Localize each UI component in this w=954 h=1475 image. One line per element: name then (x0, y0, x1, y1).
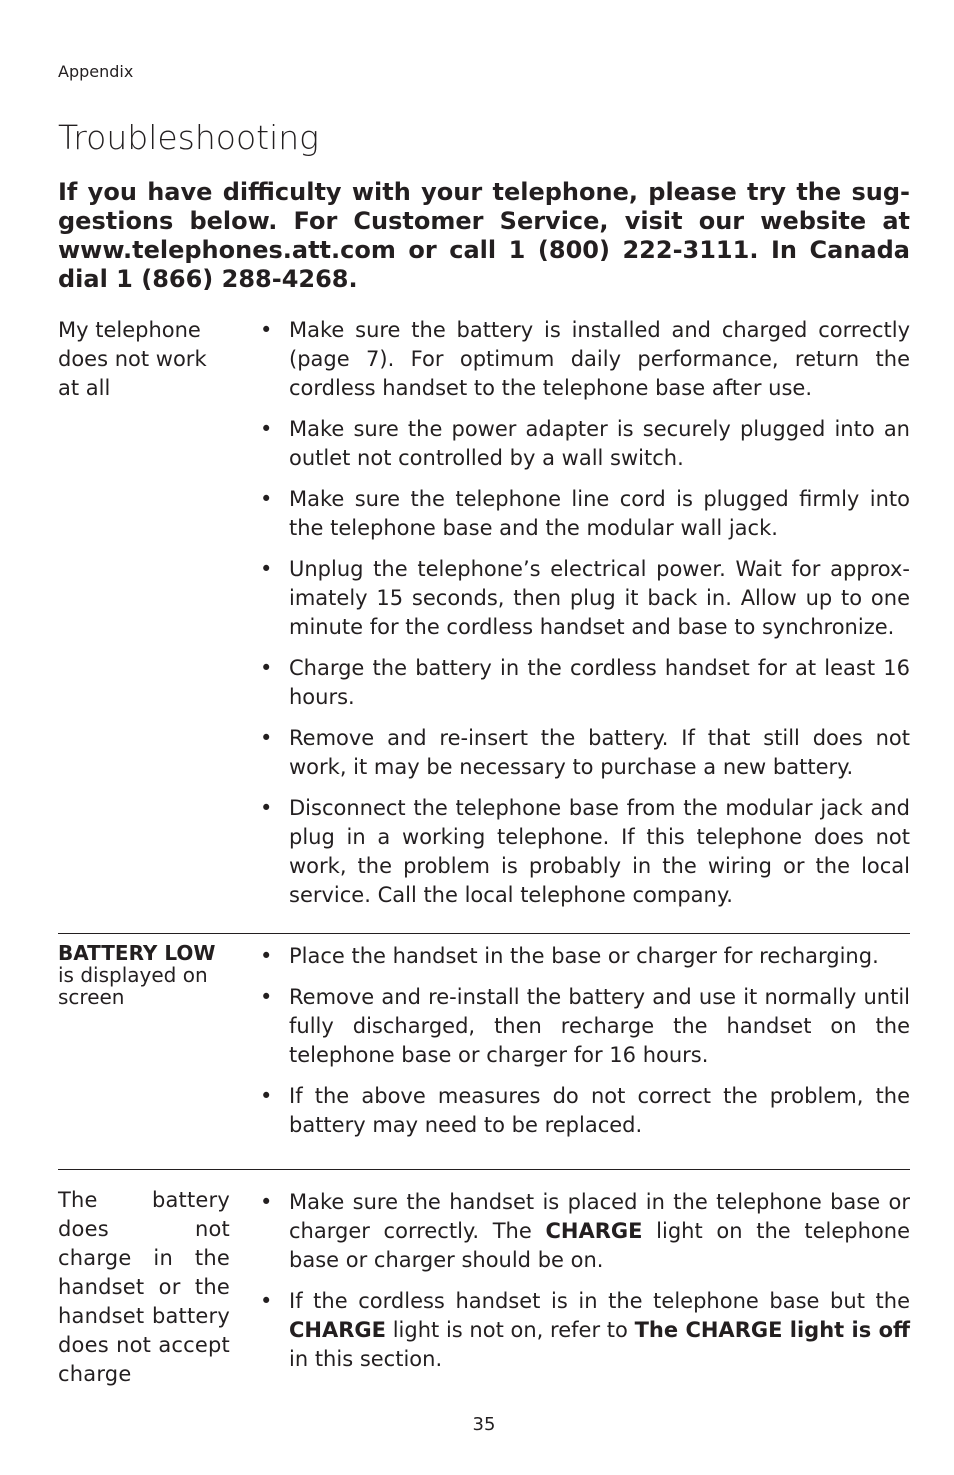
solution-item: • Make sure the handset is placed in the telephone base or charger correctly. The CHARGE light on the telephone base or charger should be on. (260, 1188, 910, 1275)
divider (58, 933, 910, 934)
solution-item: • Disconnect the telephone base from the modular jack and plug in a working telephone. If this telephone does not work, the problem is probably in the wiring or the local service. Call the local telephone company. (260, 794, 910, 910)
charge-keyword: CHARGE (545, 1219, 643, 1243)
problem-label (58, 942, 230, 1008)
solution-item: • If the above measures do not correct the problem, the battery may need to be replaced. (260, 1082, 910, 1140)
page-number: 35 (472, 1414, 496, 1435)
solution-item: • Charge the battery in the cordless handset for at least 16 hours. (260, 654, 910, 712)
charge-keyword: CHARGE (289, 1318, 386, 1342)
intro-paragraph: If you have difficulty with your telephone, please try the suggestions below. For Customer Service, visit our website at www.telephones.att.com or call 1 (800) 222-3111. In Canada dial 1 (866) 288-4268. (58, 178, 910, 293)
problem-label-rest: is displayed on screen (58, 963, 208, 1009)
divider (58, 1169, 910, 1170)
cross-reference: The CHARGE light is off (634, 1318, 911, 1342)
solution-item: • Unplug the telephone’s electrical power. Wait for approximately 15 seconds, then plug it back in. Allow up to one minute for the cordless handset and base to synchronize. (260, 555, 910, 642)
solution-list (260, 1188, 910, 1386)
solution-item: • Make sure the battery is installed and charged correctly (page 7). For optimum daily performance, return the cordless handset to the telephone base after use. (260, 316, 910, 403)
solution-item: • Remove and re-insert the battery. If that still does not work, it may be necessary to purchase a new battery. (260, 724, 910, 782)
solution-item: • If the cordless handset is in the telephone base but the CHARGE light is not on, refer to The CHARGE light is off in this section. (260, 1287, 910, 1374)
problem-label: My telephone does not work at all (58, 318, 207, 400)
solution-list (260, 316, 910, 922)
solution-item: • Remove and re-install the battery and use it normally until fully discharged, then recharge the handset on the telephone base or charger for 16 hours. (260, 983, 910, 1070)
problem-label: The battery does not charge in the handset or the handset battery does not accept charge (58, 1188, 230, 1386)
battery-low-text: BATTERY LOW (58, 941, 216, 965)
page-title: Troubleshooting (58, 118, 319, 157)
solution-list (260, 942, 910, 1152)
solution-item: • Place the handset in the base or charger for recharging. (260, 942, 910, 971)
solution-item: • Make sure the power adapter is securely plugged into an outlet not controlled by a wall switch. (260, 415, 910, 473)
solution-item: • Make sure the telephone line cord is plugged firmly into the telephone base and the modular wall jack. (260, 485, 910, 543)
section-label: Appendix (58, 62, 134, 81)
